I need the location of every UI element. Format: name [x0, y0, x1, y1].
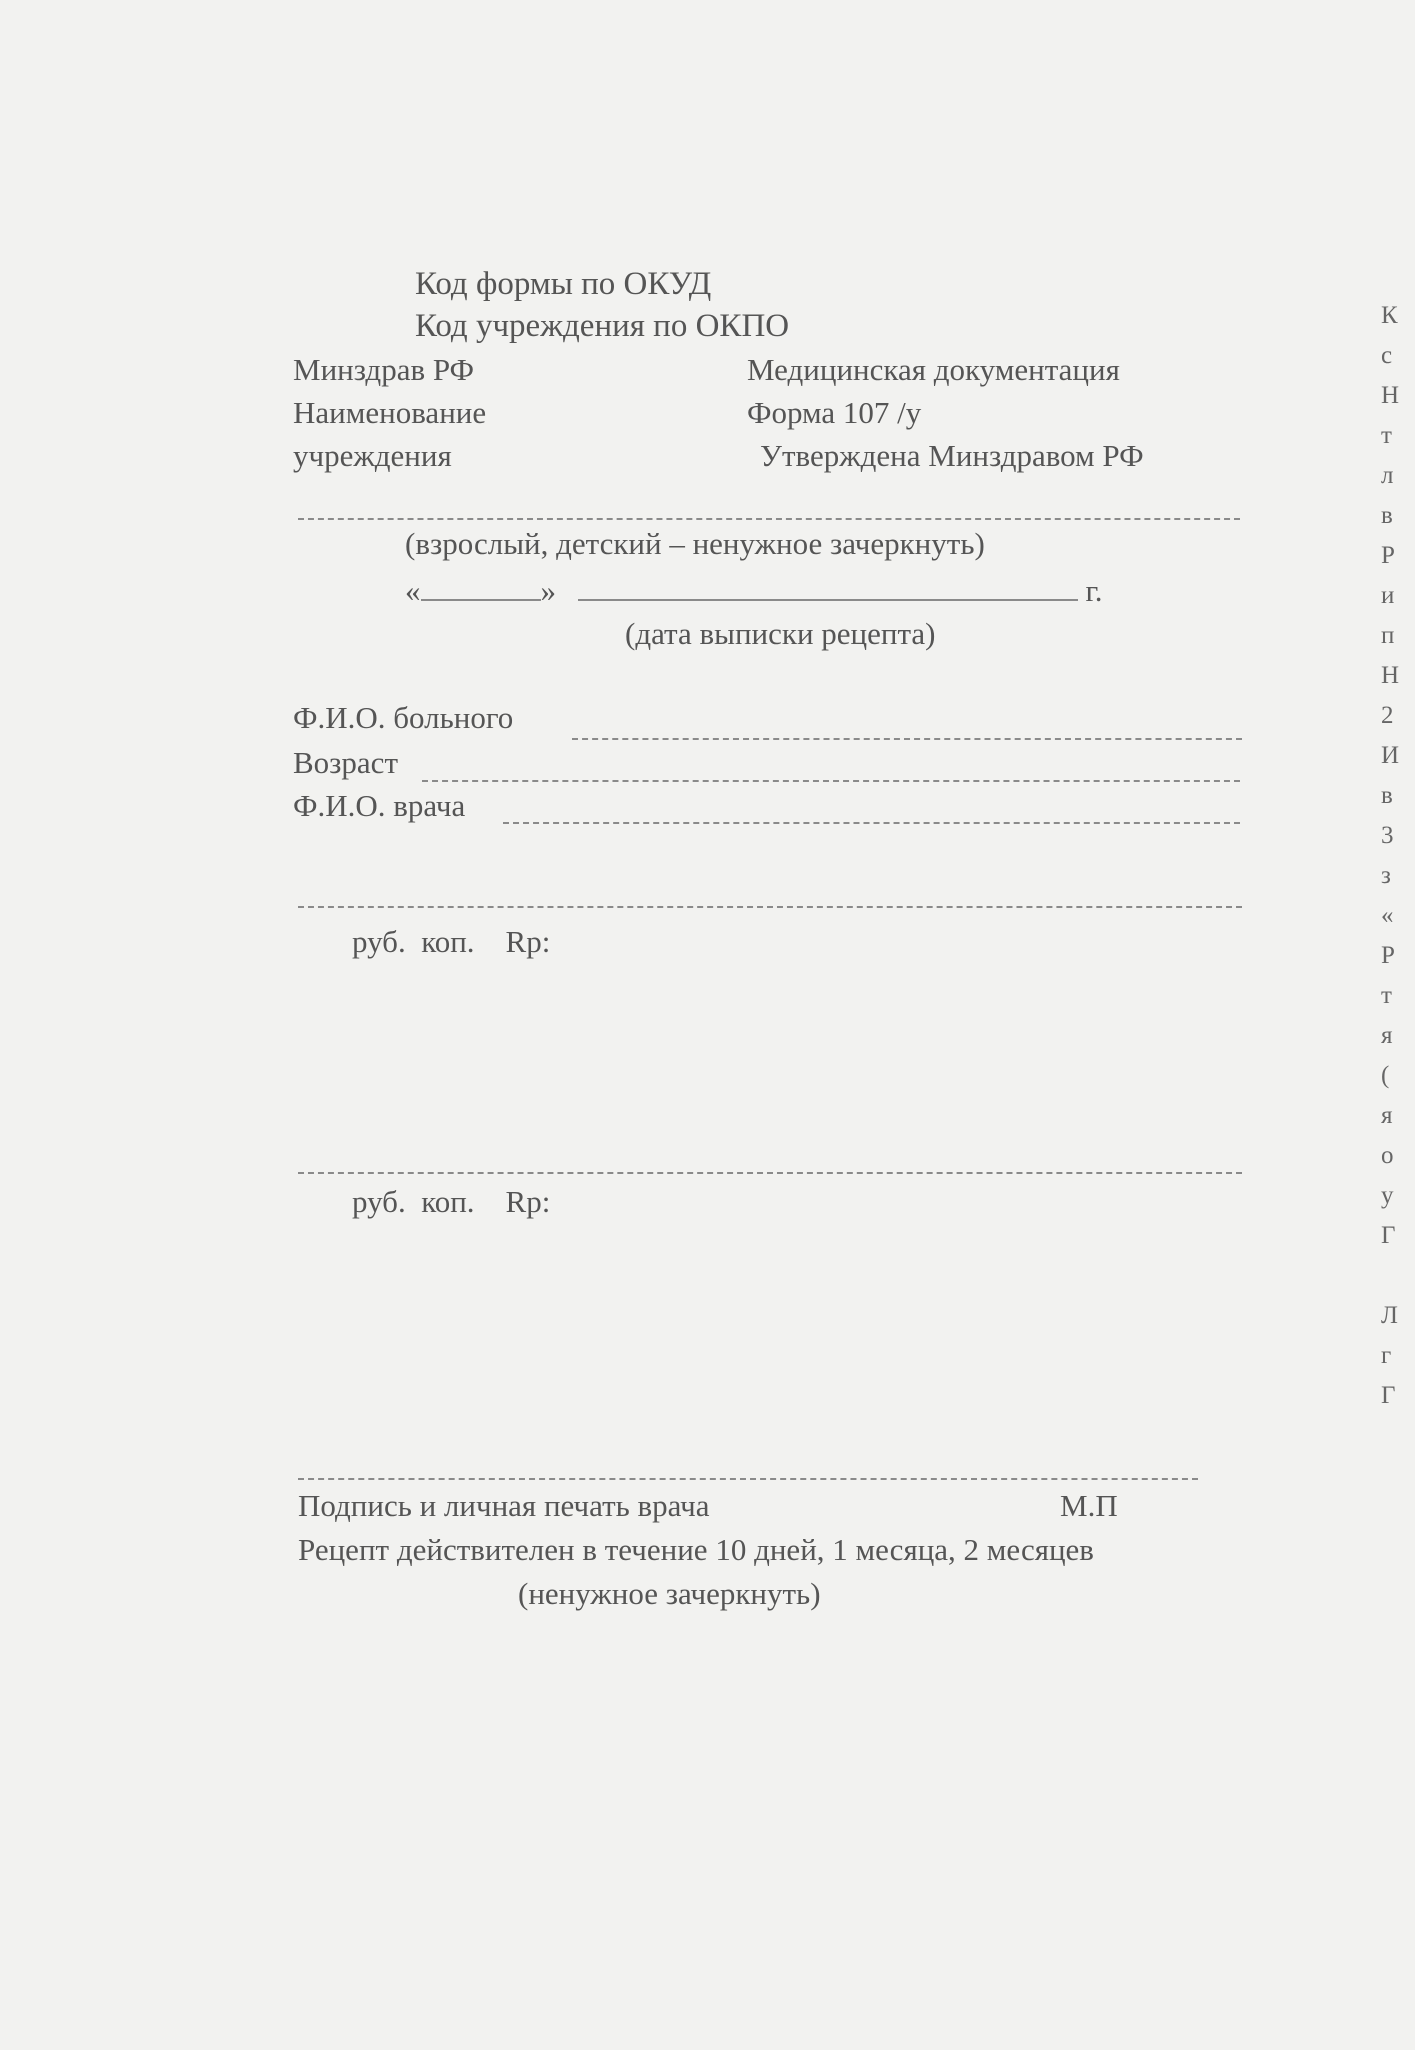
edge-letter: з — [1381, 862, 1391, 889]
age-label: Возраст — [293, 745, 398, 780]
institution-blank-line — [298, 518, 1240, 520]
edge-letter: Л — [1381, 1302, 1398, 1329]
okud-code-label: Код формы по ОКУД — [415, 266, 712, 302]
edge-letter: я — [1381, 1022, 1393, 1049]
signature-label: Подпись и личная печать врача — [298, 1488, 710, 1523]
month-year-blank — [578, 598, 1078, 601]
edge-letter: Н — [1381, 662, 1400, 689]
doctor-name-label: Ф.И.О. врача — [293, 788, 466, 823]
edge-letter: с — [1381, 342, 1393, 369]
stamp-label: М.П — [1060, 1488, 1118, 1523]
rx-separator-1 — [298, 906, 1242, 908]
day-blank — [421, 598, 541, 601]
rx-separator-2 — [298, 1172, 1242, 1174]
edge-letter: И — [1381, 742, 1400, 769]
edge-letter: Г — [1381, 1222, 1396, 1249]
edge-letter: т — [1381, 982, 1392, 1009]
validity-statement: Рецепт действителен в течение 10 дней, 1 месяца, 2 месяцев — [298, 1532, 1094, 1567]
edge-letter: Р — [1381, 942, 1395, 969]
signature-line — [298, 1478, 1198, 1480]
edge-letter: о — [1381, 1142, 1394, 1169]
edge-letter: в — [1381, 502, 1393, 529]
rp-label: Rp: — [505, 1184, 551, 1219]
patient-type-note: (взрослый, детский – ненужное зачеркнуть) — [405, 526, 985, 561]
form-number: Форма 107 /у — [747, 395, 922, 430]
date-close-quote: » — [540, 573, 556, 608]
institution-name-line1: Наименование — [293, 395, 487, 430]
approval-label: Утверждена Минздравом РФ — [760, 438, 1144, 473]
prescription-date-field — [405, 573, 1102, 609]
edge-letter: 2 — [1381, 702, 1394, 729]
date-open-quote: « — [405, 573, 421, 608]
edge-letter: 3 — [1381, 822, 1394, 849]
edge-letter: п — [1381, 622, 1395, 649]
edge-letter: Г — [1381, 1382, 1396, 1409]
year-suffix: г. — [1085, 573, 1103, 608]
kop-label: коп. — [421, 1184, 475, 1219]
edge-letter: т — [1381, 422, 1392, 449]
rx-block-1-header — [352, 924, 550, 960]
edge-letter: в — [1381, 782, 1393, 809]
edge-letter: у — [1381, 1182, 1394, 1209]
edge-letter: Н — [1381, 382, 1400, 409]
edge-letter: л — [1381, 462, 1394, 489]
cropped-edge-text — [1381, 298, 1411, 1418]
validity-note: (ненужное зачеркнуть) — [518, 1576, 821, 1611]
okpo-code-label: Код учреждения по ОКПО — [415, 308, 790, 344]
ministry-label: Минздрав РФ — [293, 352, 475, 387]
edge-letter — [1381, 1258, 1411, 1298]
edge-letter: ( — [1381, 1062, 1390, 1089]
edge-letter: « — [1381, 902, 1394, 929]
rx-block-2-header — [352, 1184, 550, 1220]
edge-letter: Р — [1381, 542, 1395, 569]
doctor-name-line — [503, 822, 1240, 824]
edge-letter: я — [1381, 1102, 1393, 1129]
edge-letter: г — [1381, 1342, 1392, 1369]
rub-label: руб. — [352, 1184, 406, 1219]
rp-label: Rp: — [505, 924, 551, 959]
edge-letter: К — [1381, 302, 1398, 329]
medical-documentation-label: Медицинская документация — [747, 352, 1120, 387]
age-line — [422, 780, 1240, 782]
patient-name-label: Ф.И.О. больного — [293, 700, 514, 735]
date-caption: (дата выписки рецепта) — [625, 616, 936, 651]
kop-label: коп. — [421, 924, 475, 959]
patient-name-line — [572, 738, 1242, 740]
rub-label: руб. — [352, 924, 406, 959]
edge-letter: и — [1381, 582, 1395, 609]
institution-name-line2: учреждения — [293, 438, 452, 473]
